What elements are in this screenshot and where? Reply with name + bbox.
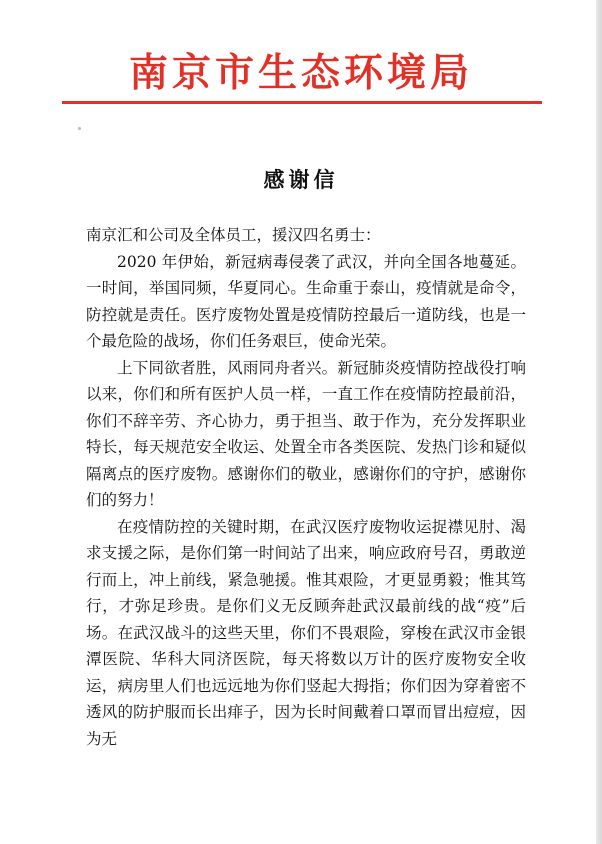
paragraph-1: 2020 年伊始，新冠病毒侵袭了武汉，并向全国各地蔓延。一时间，举国同频，华夏同心。生命重于泰山，疫情就是命令，防控就是责任。医疗废物处置是疫情防控最后一道防线，也是一个最危险的战场，你们任务艰巨，使命光荣。 <box>86 252 526 350</box>
letter-title: 感谢信 <box>263 167 339 192</box>
salutation: 南京汇和公司及全体员工，援汉四名勇士： <box>86 226 381 244</box>
page-edge-shadow <box>596 0 602 844</box>
paragraph-3: 在疫情防控的关键时期，在武汉医疗废物收运捉襟见肘、渴求支援之际，是你们第一时间站了出来，响应政府号召，勇敢逆行而上，冲上前线，紧急驰援。惟其艰险，才更显勇毅；惟其笃行，才弥足珍贵。是你们义无反顾奔赴武汉最前线的战“疫”后场。在武汉战斗的这些天里，你们不畏艰险，穿梭在武汉市金银潭医院、华科大同济医院，每天将数以万计的医疗废物安全收运，病房里人们也远远地为你们竖起大拇指；你们因为穿着密不透风的防护服而长出痱子，因为长时间戴着口罩而冒出痘痘，因为无 <box>86 517 526 748</box>
paragraph-2: 上下同欲者胜，风雨同舟者兴。新冠肺炎疫情防控战役打响以来，你们和所有医护人员一样，一直工作在疫情防控最前沿，你们不辞辛劳、齐心协力，勇于担当、敢于作为，充分发挥职业特长，每天规范安全收运、处置全市各类医院、发热门诊和疑似隔离点的医疗废物。感谢你们的敬业，感谢你们的守护，感谢你们的努力！ <box>86 358 526 509</box>
letterhead-organization: 南京市生态环境局 <box>128 50 473 96</box>
letterhead-divider <box>62 101 542 104</box>
letter-body <box>86 222 526 752</box>
scan-speck <box>78 127 81 130</box>
